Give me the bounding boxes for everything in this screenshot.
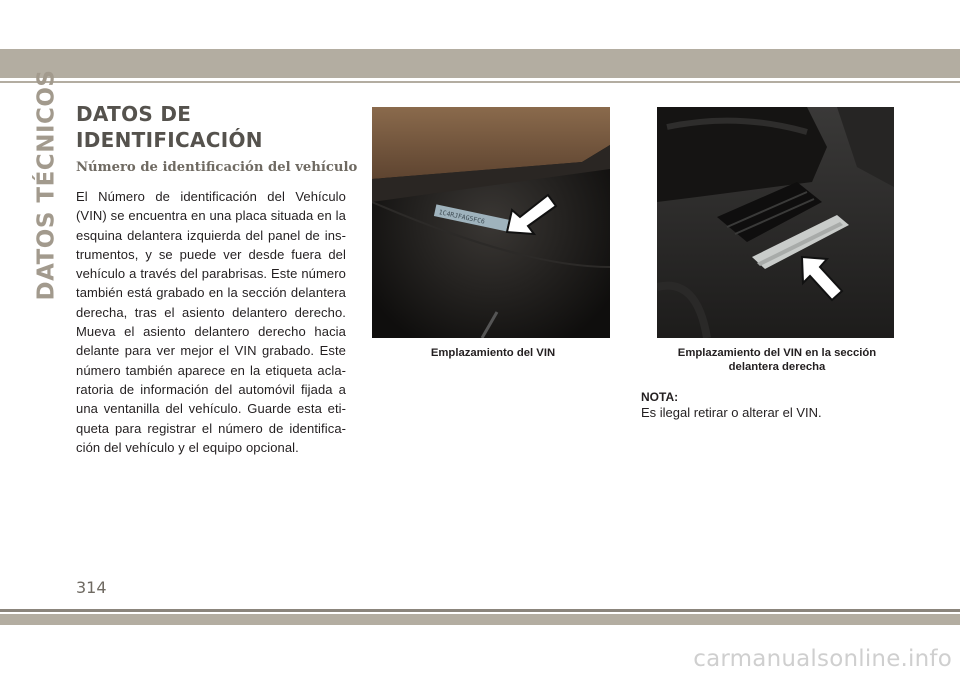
footer-band	[0, 614, 960, 625]
vin-dashboard-photo	[372, 107, 610, 338]
svg-text:1C4RJFAG5FC6: 1C4RJFAG5FC6	[438, 208, 486, 226]
figure-caption-2: Emplazamiento del VIN en la sección delantera derecha	[677, 347, 877, 373]
header-band	[0, 49, 960, 78]
section-side-tab-label: DATOS TÉCNICOS	[33, 69, 60, 301]
watermark: carmanualsonline.info	[693, 646, 952, 672]
note-label: NOTA:	[641, 390, 679, 404]
note-text: Es ilegal retirar o alterar el VIN.	[641, 405, 822, 420]
section-subtitle: Número de identificación del vehículo	[76, 160, 358, 175]
page-number: 314	[76, 578, 107, 597]
vin-floor-photo	[657, 107, 894, 338]
section-side-tab	[30, 69, 62, 301]
page-title: DATOS DE IDENTIFICACIÓN	[76, 102, 263, 152]
footer-rule	[0, 609, 960, 612]
header-rule	[0, 81, 960, 83]
body-paragraph: El Número de identificación del Vehículo (VIN) se encuentra en una placa situada en la esquina delantera izquierda del panel de instrumentos, y se puede ver desde fuera del vehículo a través del parabrisas. Este número también está grabado en la sección delantera derecha, tras el asiento delantero derecho. Mueva el asiento delantero derecho hacia delante para ver mejor el VIN grabado. Este número también aparece en la etiqueta aclaratoria de información del automóvil fijada a una ventanilla del vehículo. Guarde esta etiqueta para registrar el número de identificación del vehículo y el equipo opcional.	[76, 189, 346, 455]
figure-caption-1: Emplazamiento del VIN	[430, 347, 556, 359]
